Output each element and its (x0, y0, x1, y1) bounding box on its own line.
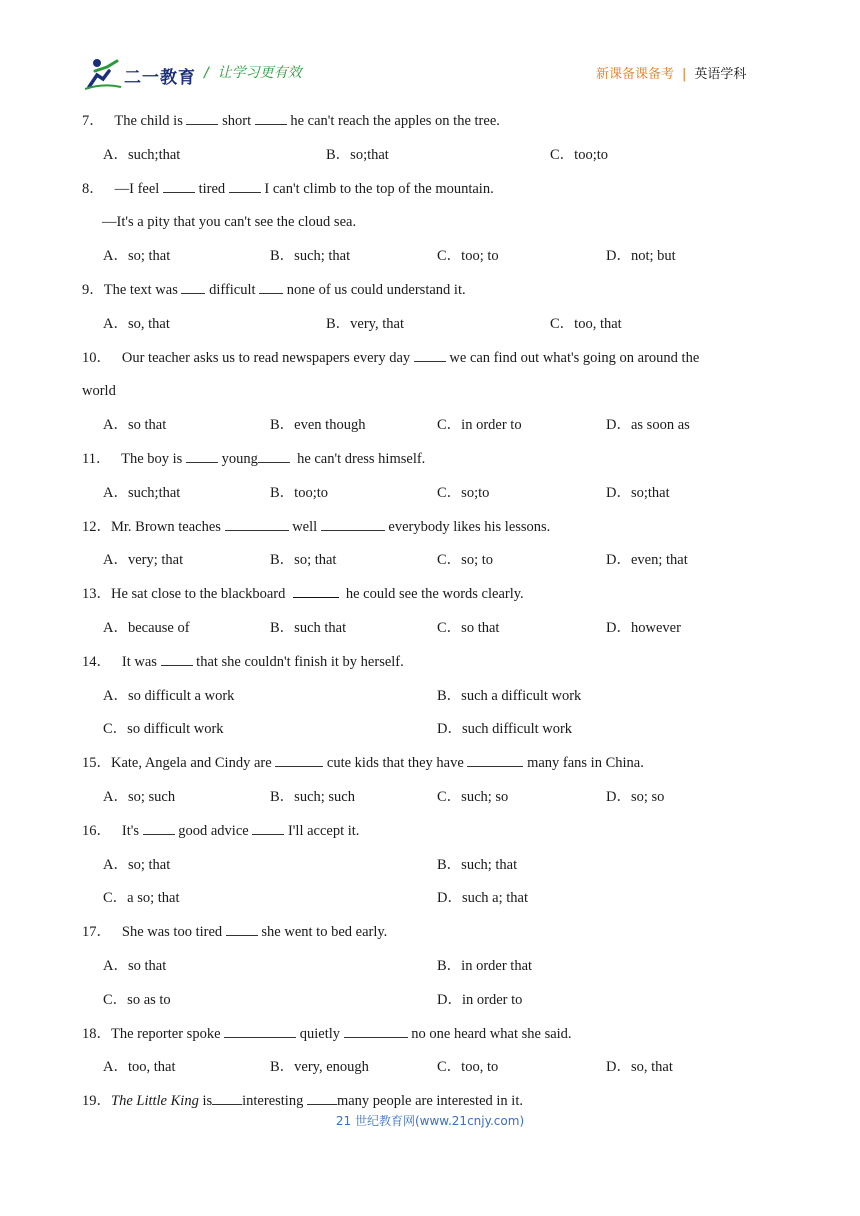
options-10 (82, 414, 782, 448)
question-11 (82, 448, 782, 482)
question-number: 10． (82, 349, 111, 366)
answer-blank[interactable] (143, 820, 175, 835)
options-17-row1 (82, 955, 782, 989)
question-number: 11． (82, 450, 111, 467)
question-number: 17． (82, 924, 111, 941)
header-subject: 英语学科 (694, 67, 747, 82)
option-c[interactable]: C．too; to (437, 248, 499, 265)
question-text: Mr. Brown teaches (111, 518, 225, 535)
question-number: 14． (82, 653, 111, 670)
question-10-cont: world (82, 383, 116, 400)
question-text: she went to bed early. (257, 924, 388, 941)
question-text: no one heard what she said. (407, 1025, 572, 1042)
question-8-reply: —It's a pity that you can't see the cloud sea. (102, 214, 357, 231)
header-right (596, 63, 746, 82)
option-a[interactable]: A．such;that (103, 484, 181, 501)
options-16-row1 (82, 854, 782, 888)
answer-blank[interactable] (212, 1090, 242, 1105)
options-12 (82, 549, 782, 583)
answer-blank[interactable] (293, 583, 339, 598)
option-b[interactable]: B．too;to (270, 484, 329, 501)
answer-blank[interactable] (224, 1023, 296, 1038)
question-text: The boy is (121, 450, 186, 467)
question-text: well (288, 518, 321, 535)
option-c[interactable]: C．so difficult work (103, 721, 224, 738)
question-10 (82, 347, 782, 381)
option-c[interactable]: C．so that (437, 619, 500, 636)
answer-blank[interactable] (275, 752, 323, 767)
question-list (82, 110, 782, 1124)
question-17 (82, 921, 782, 955)
answer-blank[interactable] (255, 110, 287, 125)
answer-blank[interactable] (321, 516, 385, 531)
answer-blank[interactable] (259, 279, 283, 294)
option-a[interactable]: A．because of (103, 619, 190, 636)
answer-blank[interactable] (344, 1023, 408, 1038)
question-text: It's (121, 822, 143, 839)
question-number: 16． (82, 822, 111, 839)
answer-blank[interactable] (258, 448, 290, 463)
options-16-row2 (82, 887, 782, 921)
answer-blank[interactable] (225, 516, 289, 531)
question-text: He sat close to the blackboard (111, 586, 289, 603)
question-text: he can't reach the apples on the tree. (286, 113, 500, 129)
option-b[interactable]: B．so;that (326, 146, 389, 163)
question-15 (82, 752, 782, 786)
question-18 (82, 1023, 782, 1057)
option-d[interactable]: D．even; that (606, 552, 688, 569)
question-number: 18． (82, 1025, 111, 1042)
question-text: we can find out what's going on around the (445, 349, 700, 366)
answer-blank[interactable] (186, 110, 218, 125)
option-c[interactable]: C．so as to (103, 991, 171, 1008)
question-text: interesting (242, 1093, 307, 1110)
options-13 (82, 617, 782, 651)
option-d[interactable]: D．as soon as (606, 417, 690, 434)
option-b[interactable]: B．very, enough (270, 1059, 369, 1076)
question-text: It was (121, 653, 161, 670)
question-13 (82, 583, 782, 617)
option-a[interactable]: A．so that (103, 957, 167, 974)
options-7 (82, 144, 782, 178)
question-text: short (218, 113, 255, 129)
option-b[interactable]: B．such; that (270, 248, 351, 265)
option-b[interactable]: B．such that (270, 619, 347, 636)
question-text: I can't climb to the top of the mountain. (260, 180, 494, 197)
question-16 (82, 820, 782, 854)
answer-blank[interactable] (229, 178, 261, 193)
option-b[interactable]: B．such; such (270, 788, 355, 805)
question-number: 15． (82, 755, 111, 772)
question-text: She was too tired (121, 924, 226, 941)
logo-text: 二一教育 (124, 68, 196, 88)
answer-blank[interactable] (414, 347, 446, 362)
question-text: The text was (103, 281, 182, 298)
header-course-label: 新课备课备考 (596, 67, 675, 82)
option-a[interactable]: A．so; such (103, 788, 176, 805)
answer-blank[interactable] (161, 651, 193, 666)
question-number: 12． (82, 518, 111, 535)
option-d[interactable]: D．so, that (606, 1059, 673, 1076)
question-text: quietly (296, 1025, 344, 1042)
answer-blank[interactable] (467, 752, 523, 767)
answer-blank[interactable] (186, 448, 218, 463)
options-14-row1 (82, 685, 782, 719)
options-8 (82, 245, 782, 279)
question-14 (82, 651, 782, 685)
option-c[interactable]: C．a so; that (103, 890, 180, 907)
question-text: that she couldn't finish it by herself. (192, 653, 404, 670)
option-c[interactable]: C．such; so (437, 788, 509, 805)
option-d[interactable]: D．in order to (437, 991, 523, 1008)
answer-blank[interactable] (307, 1090, 337, 1105)
options-17-row2 (82, 989, 782, 1023)
option-a[interactable]: A．so that (103, 417, 167, 434)
option-c[interactable]: C．in order to (437, 417, 522, 434)
slogan-text: 让学习更有效 (217, 65, 302, 81)
question-number: 19． (82, 1093, 111, 1110)
option-d[interactable]: D．however (606, 619, 681, 636)
option-b[interactable]: B．such a difficult work (437, 687, 582, 704)
question-text: young (217, 450, 258, 467)
options-11 (82, 482, 782, 516)
question-9 (82, 279, 782, 313)
question-text: The reporter spoke (111, 1025, 225, 1042)
option-c[interactable]: C．so;to (437, 484, 490, 501)
options-15 (82, 786, 782, 820)
option-b[interactable]: B．so; that (270, 552, 337, 569)
question-text: Kate, Angela and Cindy are (111, 755, 276, 772)
option-d[interactable]: D．such a; that (437, 890, 529, 907)
option-d[interactable]: D．so;that (606, 484, 670, 501)
question-text: many people are interested in it. (336, 1093, 523, 1110)
question-text: many fans in China. (523, 755, 644, 772)
book-title: The Little King (111, 1093, 199, 1110)
question-text: everybody likes his lessons. (384, 518, 551, 535)
answer-blank[interactable] (163, 178, 195, 193)
question-text: he could see the words clearly. (342, 586, 524, 603)
question-text: cute kids that they have (323, 755, 468, 772)
question-text: The child is (114, 113, 187, 129)
question-number: 8． (82, 180, 104, 197)
option-c[interactable]: C．too, that (550, 315, 622, 332)
option-c[interactable]: C．so; to (437, 552, 493, 569)
option-a[interactable]: A．so, that (103, 315, 170, 332)
option-a[interactable]: A．such;that (103, 146, 181, 163)
option-c[interactable]: C．too, to (437, 1059, 499, 1076)
option-a[interactable]: A．so; that (103, 248, 171, 265)
header-separator: | (682, 67, 687, 82)
options-9 (82, 313, 782, 347)
question-7 (82, 110, 782, 144)
option-d[interactable]: D．such difficult work (437, 721, 573, 738)
options-18 (82, 1056, 782, 1090)
question-number: 9． (82, 281, 104, 298)
option-a[interactable]: A．so difficult a work (103, 687, 235, 704)
question-text: tired (194, 180, 229, 197)
answer-blank[interactable] (181, 279, 205, 294)
option-a[interactable]: A．so; that (103, 856, 171, 873)
page-header (0, 0, 860, 100)
question-text: difficult (205, 281, 260, 298)
question-text: good advice (174, 822, 253, 839)
question-text: I'll accept it. (284, 822, 360, 839)
question-text: is (198, 1093, 213, 1110)
option-b[interactable]: B．in order that (437, 957, 533, 974)
option-d[interactable]: D．so; so (606, 788, 665, 805)
slogan: / 让学习更有效 (204, 65, 302, 81)
option-b[interactable]: B．such; that (437, 856, 518, 873)
option-b[interactable]: B．very, that (326, 315, 404, 332)
answer-blank[interactable] (252, 820, 284, 835)
option-c[interactable]: C．too;to (550, 146, 609, 163)
answer-blank[interactable] (226, 921, 258, 936)
option-a[interactable]: A．very; that (103, 552, 184, 569)
page-footer[interactable]: 21 世纪教育网(www.21cnjy.com) (335, 1114, 525, 1128)
question-number: 13． (82, 586, 111, 603)
option-a[interactable]: A．too, that (103, 1059, 176, 1076)
option-d[interactable]: D．not; but (606, 248, 676, 265)
options-14-row2 (82, 718, 782, 752)
question-text: none of us could understand it. (283, 281, 466, 298)
question-12 (82, 516, 782, 550)
question-text: —I feel (114, 180, 163, 197)
question-number: 7． (82, 113, 104, 129)
question-8 (82, 178, 782, 212)
question-text: he can't dress himself. (289, 450, 426, 467)
question-text: Our teacher asks us to read newspapers every day (121, 349, 414, 366)
option-b[interactable]: B．even though (270, 417, 366, 434)
